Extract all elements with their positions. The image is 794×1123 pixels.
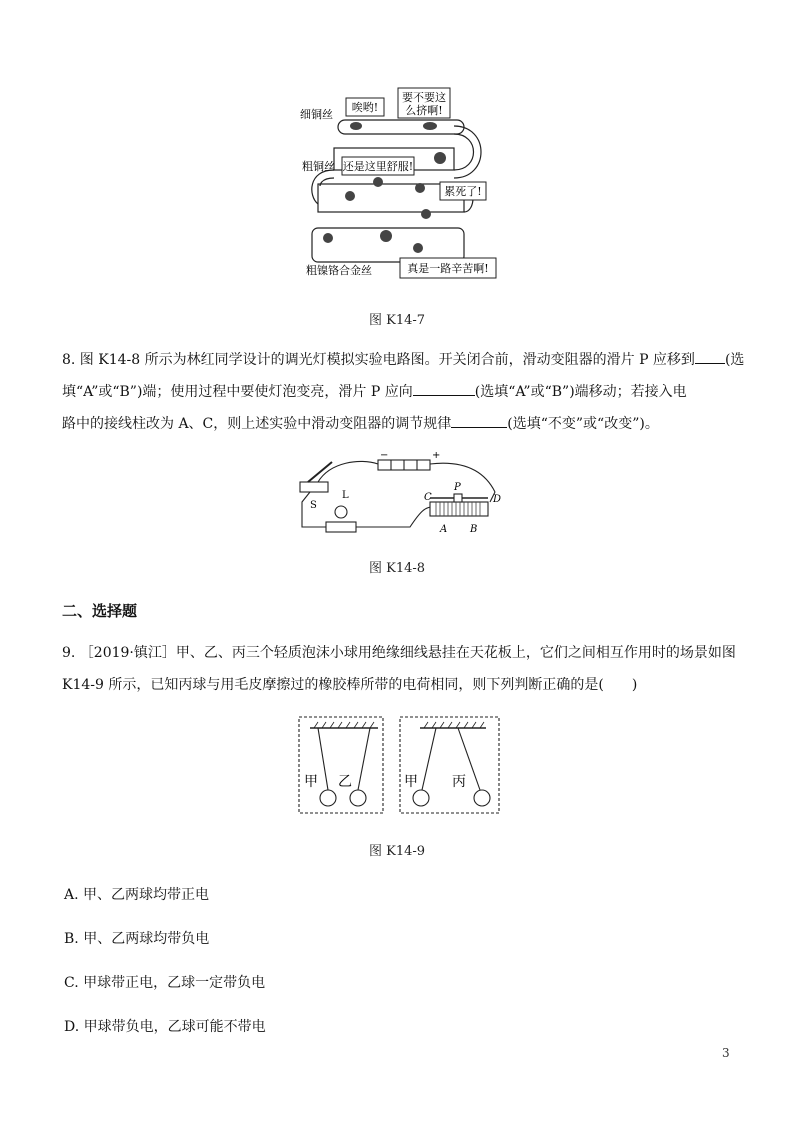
label-S: S xyxy=(310,500,317,511)
option-d: D. 甲球带负电，乙球可能不带电 xyxy=(64,1019,266,1035)
label-thin-copper: 细铜丝 xyxy=(300,108,333,121)
bubble-5: 真是一路辛苦啊! xyxy=(407,262,489,275)
figure-k14-8-caption: 图 K14-8 xyxy=(368,561,426,576)
q9-line-1: 9. ［2019·镇江］甲、乙、丙三个轻质泡沫小球用绝缘细线悬挂在天花板上，它们之间相互作用时的场景如图 xyxy=(62,645,736,661)
right-ball-bing-label: 丙 xyxy=(452,774,466,790)
figure-k14-8 xyxy=(290,452,515,547)
q8-blank-1 xyxy=(695,349,725,364)
q8-line-2: 填“A”或“B”)端；使用过程中要使灯泡变亮，滑片 P 应向 (选填“A”或“B”)端移动；若接入电 xyxy=(62,377,687,407)
q9-line-2: K14-9 所示，已知丙球与用毛皮摩擦过的橡胶棒所带的电荷相同，则下列判断正确的是( ) xyxy=(62,677,638,693)
bubble-1: 唉哟! xyxy=(351,101,379,114)
option-c: C. 甲球带正电，乙球一定带负电 xyxy=(64,975,266,991)
label-minus: − xyxy=(380,452,389,461)
q8-blank-2 xyxy=(413,381,475,396)
right-ball-jia-label: 甲 xyxy=(404,774,418,790)
label-thick-copper: 粗铜丝 xyxy=(302,160,335,173)
label-A: A xyxy=(440,524,448,535)
page-number: 3 xyxy=(722,1046,730,1060)
section-2-title: 二、选择题 xyxy=(62,602,138,620)
bubble-2a: 要不要这 xyxy=(402,91,446,104)
option-a: A. 甲、乙两球均带正电 xyxy=(64,887,210,903)
q8-line-3: 路中的接线柱改为 A、C，则上述实验中滑动变阻器的调节规律 (选填“不变”或“改变”)。 xyxy=(62,409,659,439)
figure-k14-9-caption: 图 K14-9 xyxy=(368,844,426,859)
label-D: D xyxy=(493,494,502,505)
label-P: P xyxy=(454,482,461,493)
bubble-4: 累死了! xyxy=(444,185,482,198)
left-ball-jia-label: 甲 xyxy=(304,774,318,790)
figure-k14-7 xyxy=(290,86,505,286)
label-L: L xyxy=(342,490,349,501)
left-ball-yi-label: 乙 xyxy=(338,774,352,790)
q8-blank-3 xyxy=(451,413,507,428)
figure-k14-9 xyxy=(298,716,500,816)
bubble-3: 还是这里舒服! xyxy=(342,160,414,173)
figure-k14-7-caption: 图 K14-7 xyxy=(368,313,426,328)
bubble-2b: 么挤啊! xyxy=(405,104,443,117)
label-C: C xyxy=(424,492,432,503)
label-plus: + xyxy=(432,452,441,461)
q8-line-1: 8. 图 K14-8 所示为林红同学设计的调光灯模拟实验电路图。开关闭合前，滑动变阻器的滑片 P 应移到 (选 xyxy=(62,345,744,375)
option-b: B. 甲、乙两球均带负电 xyxy=(64,931,210,947)
label-nichrome: 粗镍铬合金丝 xyxy=(306,264,372,277)
label-B: B xyxy=(470,524,478,535)
